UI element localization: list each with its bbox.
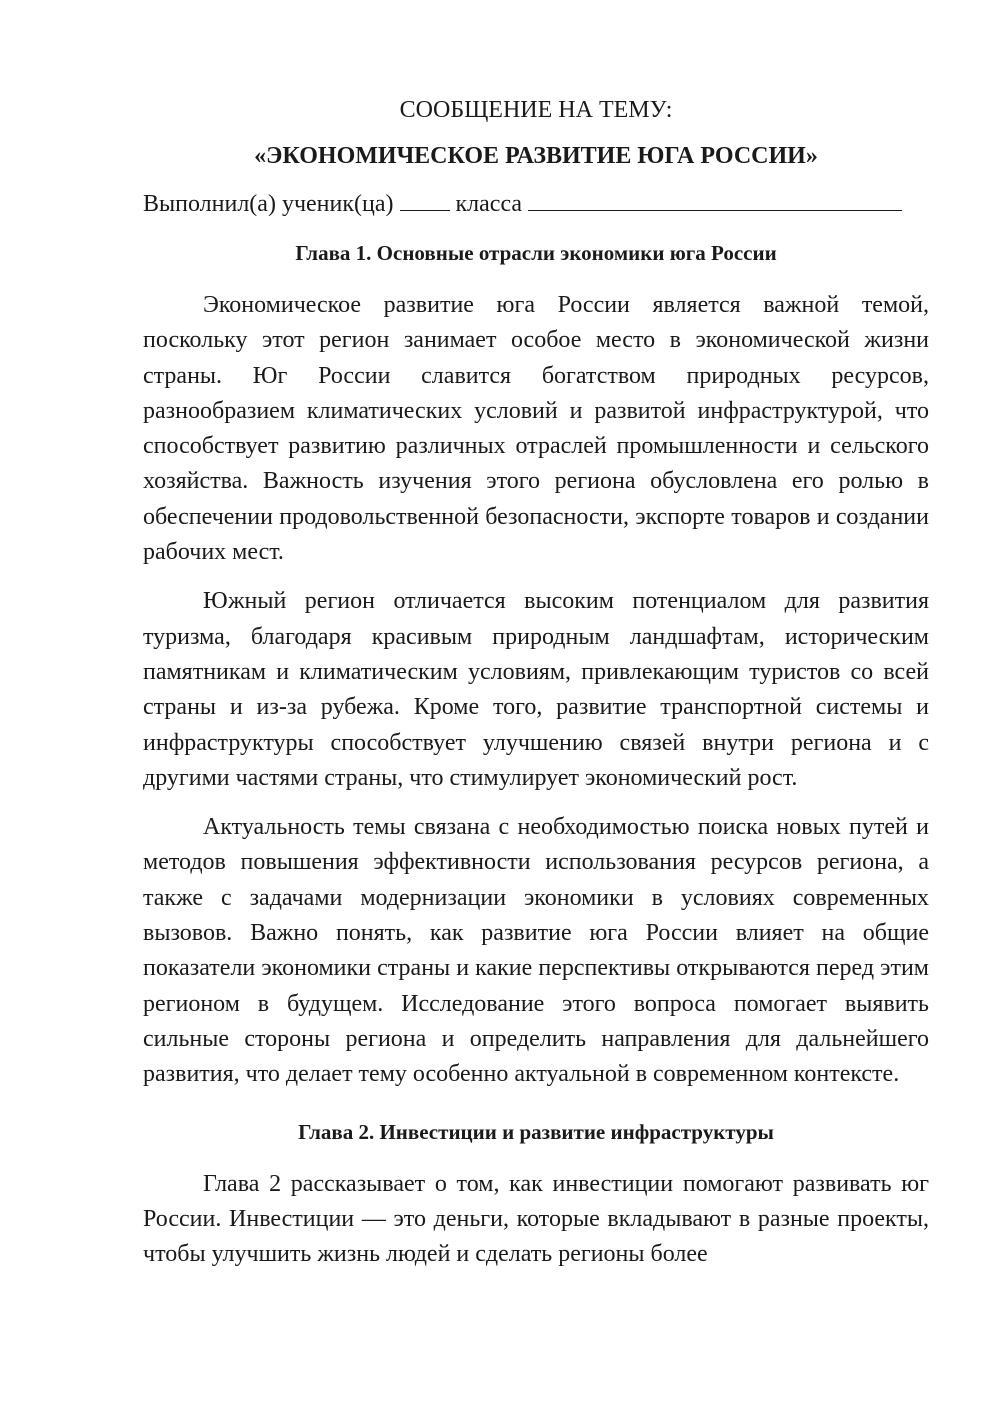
- author-prefix: Выполнил(а) ученик(ца): [143, 191, 394, 217]
- document-page: [143, 92, 929, 1272]
- grade-blank: [400, 186, 450, 211]
- student-name-blank: [528, 186, 902, 211]
- chapter-2-heading: Глава 2. Инвестиции и развитие инфраструктуры: [298, 1119, 774, 1144]
- document-title-line-1: СООБЩЕНИЕ НА ТЕМУ:: [399, 97, 673, 123]
- chapter-1-heading: Глава 1. Основные отрасли экономики юга России: [295, 241, 777, 265]
- author-line: [143, 186, 929, 222]
- document-title-line-2: «ЭКОНОМИЧЕСКОЕ РАЗВИТИЕ ЮГА РОССИИ»: [254, 143, 818, 169]
- chapter-1-paragraph-1: Экономическое развитие юга России является важной темой, поскольку этот регион занимает особое место в экономической жизни страны. Юг России славится богатством природных ресурсов, разнообразием климатических условий и развитой инфраструктурой, что способствует развитию различных отраслей промышленности и сельского хозяйства. Важность изучения этого региона обусловлена его ролью в обеспечении продовольственной безопасности, экспорте товаров и создании рабочих мест.: [143, 292, 929, 566]
- chapter-1-paragraph-2: Южный регион отличается высоким потенциалом для развития туризма, благодаря красивым природным ландшафтам, историческим памятникам и климатическим условиям, привлекающим туристов со всей страны и из-за рубежа. Кроме того, развитие транспортной системы и инфраструктуры способствует улучшению связей внутри региона и с другими частями страны, что стимулирует экономический рост.: [143, 588, 929, 791]
- chapter-1-paragraph-3: Актуальность темы связана с необходимостью поиска новых путей и методов повышения эффективности использования ресурсов региона, а также с задачами модернизации экономики в условиях современных вызовов. Важно понять, как развитие юга России влияет на общие показатели экономики страны и какие перспективы открываются перед этим регионом в будущем. Исследование этого вопроса помогает выявить сильные стороны региона и определить направления для дальнейшего развития, что делает тему особенно актуальной в современном контексте.: [143, 814, 929, 1088]
- author-middle: класса: [455, 191, 523, 217]
- chapter-2-paragraph-1: Глава 2 рассказывает о том, как инвестиции помогают развивать юг России. Инвестиции — это деньги, которые вкладывают в разные проекты, чтобы улучшить жизнь людей и сделать регионы более: [143, 1170, 929, 1268]
